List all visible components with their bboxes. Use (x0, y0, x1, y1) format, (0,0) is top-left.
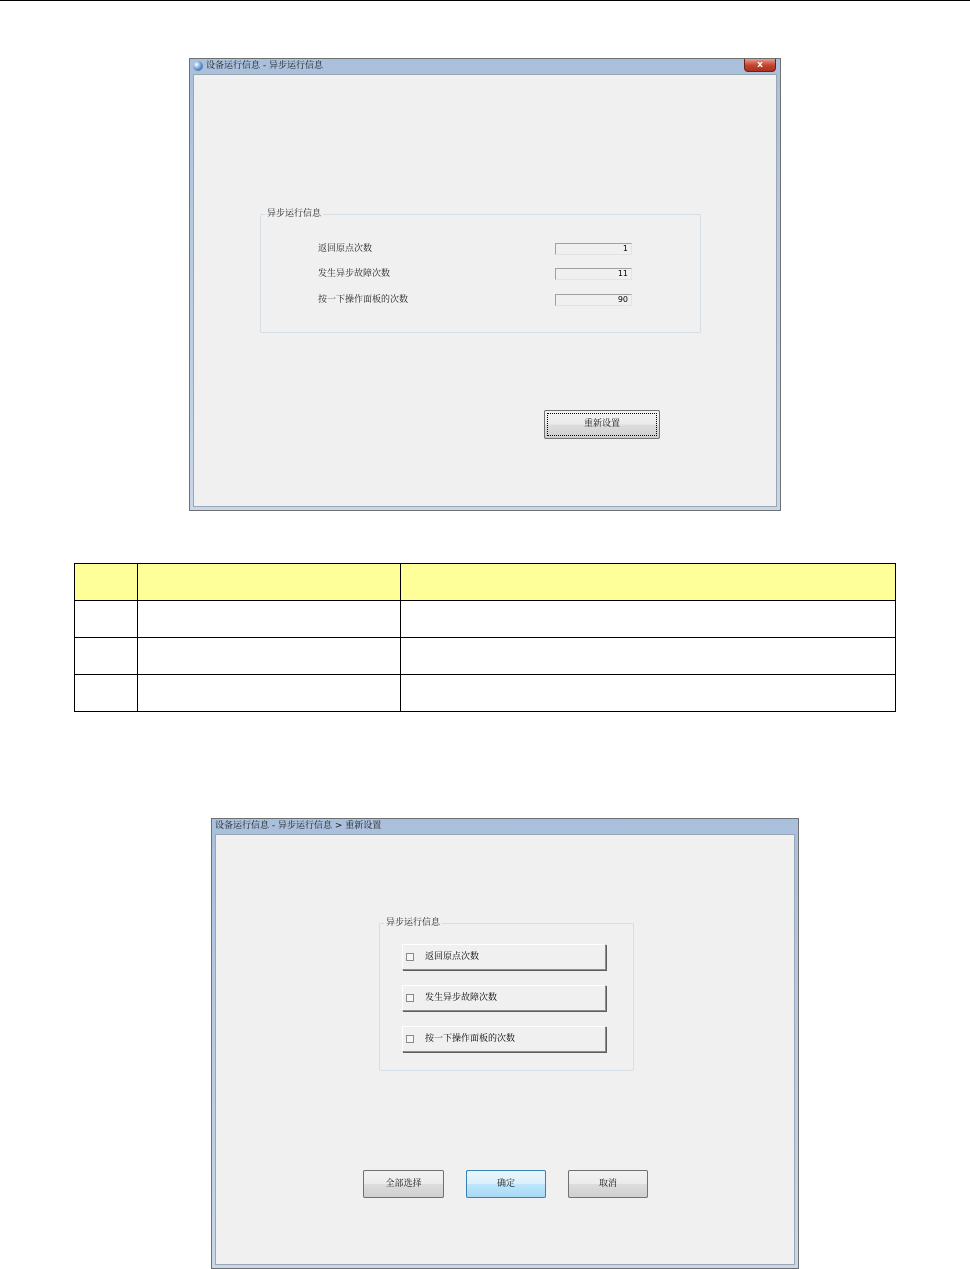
async-fault-count-label: 发生异步故障次数 (318, 269, 391, 279)
app-globe-icon (193, 61, 203, 71)
groupbox-label: 异步运行信息 (267, 209, 322, 219)
table-cell (138, 675, 401, 712)
close-button[interactable]: x (744, 59, 776, 72)
window-title: 设备运行信息 - 异步运行信息 (206, 61, 323, 71)
reset-settings-window (211, 818, 799, 1269)
cancel-button[interactable]: 取消 (568, 1170, 648, 1198)
table-cell (401, 675, 896, 712)
table-cell (138, 638, 401, 675)
panel-press-count-checkbox[interactable] (402, 1026, 606, 1052)
async-fault-count-checkbox[interactable] (402, 985, 606, 1011)
panel-press-count-label: 按一下操作面板的次数 (318, 295, 409, 305)
table-cell (401, 601, 896, 638)
return-origin-count-label: 返回原点次数 (318, 244, 373, 254)
table-cell (138, 601, 401, 638)
table-cell (75, 601, 138, 638)
panel-press-count-value: 90 (555, 294, 632, 306)
async-info-window (189, 58, 781, 511)
groupbox-label: 异步运行信息 (386, 918, 441, 928)
select-all-button[interactable]: 全部选择 (363, 1170, 444, 1198)
checkbox-icon (406, 1035, 414, 1043)
checkbox-label: 发生异步故障次数 (425, 993, 498, 1003)
table-cell (401, 638, 896, 675)
reset-button-label: 重新设置 (583, 419, 620, 429)
window-client-area (193, 74, 777, 507)
return-origin-count-checkbox[interactable] (402, 944, 606, 970)
table-cell (75, 675, 138, 712)
table-row (75, 638, 896, 675)
table-header-cell (75, 564, 138, 601)
window-client-area (215, 834, 795, 1265)
table-row (75, 675, 896, 712)
async-info-groupbox (260, 209, 701, 333)
reset-button[interactable] (544, 410, 660, 439)
async-info-groupbox (379, 918, 634, 1071)
checkbox-icon (406, 994, 414, 1002)
table-header-row (75, 564, 896, 601)
title-bar[interactable] (190, 59, 780, 73)
table-cell (75, 638, 138, 675)
checkbox-label: 按一下操作面板的次数 (425, 1034, 516, 1044)
table-row (75, 601, 896, 638)
checkbox-label: 返回原点次数 (425, 952, 480, 962)
ok-button[interactable]: 确定 (466, 1170, 546, 1198)
table-header-cell (138, 564, 401, 601)
window-title: 设备运行信息 - 异步运行信息 > 重新设置 (215, 821, 382, 831)
return-origin-count-value: 1 (555, 243, 632, 255)
checkbox-icon (406, 953, 414, 961)
description-table (74, 563, 896, 712)
page-top-rule (0, 0, 970, 1)
async-fault-count-value: 11 (555, 268, 632, 280)
table-header-cell (401, 564, 896, 601)
title-bar[interactable] (212, 819, 798, 833)
